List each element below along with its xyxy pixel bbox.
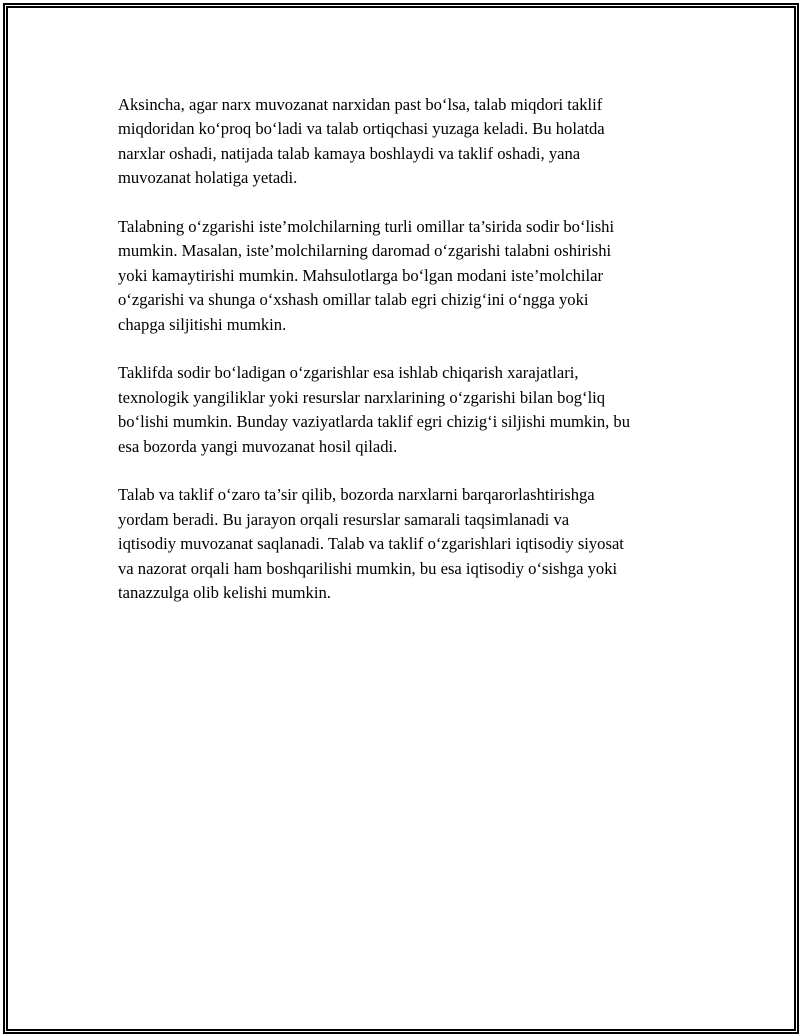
paragraph-supply-change: Taklifda sodir bo‘ladigan o‘zgarishlar esa ishlab chiqarish xarajatlari, texnologik yangiliklar yoki resurslar narxlarining o‘zgarishi bilan bog‘liq bo‘lishi mumkin. Bunday vaziyatlarda taklif egri chizig‘i siljishi mumkin, bu esa bozorda yangi muvozanat hosil qiladi. xyxy=(118,363,631,456)
document-body xyxy=(118,93,698,630)
paragraph-market-equilibrium: Aksincha, agar narx muvozanat narxidan past bo‘lsa, talab miqdori taklif miqdoridan ko‘proq bo‘ladi va talab ortiqchasi yuzaga keladi. Bu holatda narxlar oshadi, natijada talab kamaya boshlaydi va taklif oshadi, yana muvozanat holatiga yetadi. xyxy=(118,95,605,188)
paragraph-demand-change: Talabning o‘zgarishi iste’molchilarning turli omillar ta’sirida sodir bo‘lishi mumkin. Masalan, iste’molchilarning daromad o‘zgarishi talabni oshirishi yoki kamaytirishi mumkin. Mahsulotlarga bo‘lgan modani iste’molchilar o‘zgarishi va shunga o‘xshash omillar talab egri chizig‘ini o‘ngga yoki chapga siljitishi mumkin. xyxy=(118,217,615,334)
paragraph-interaction: Talab va taklif o‘zaro ta’sir qilib, bozorda narxlarni barqarorlashtirishga yordam beradi. Bu jarayon orqali resurslar samarali taqsimlanadi va iqtisodiy muvozanat saqlanadi. Talab va taklif o‘zgarishlari iqtisodiy siyosat va nazorat orqali ham boshqarilishi mumkin, bu esa iqtisodiy o‘sishga yoki tanazzulga olib kelishi mumkin. xyxy=(118,485,624,603)
